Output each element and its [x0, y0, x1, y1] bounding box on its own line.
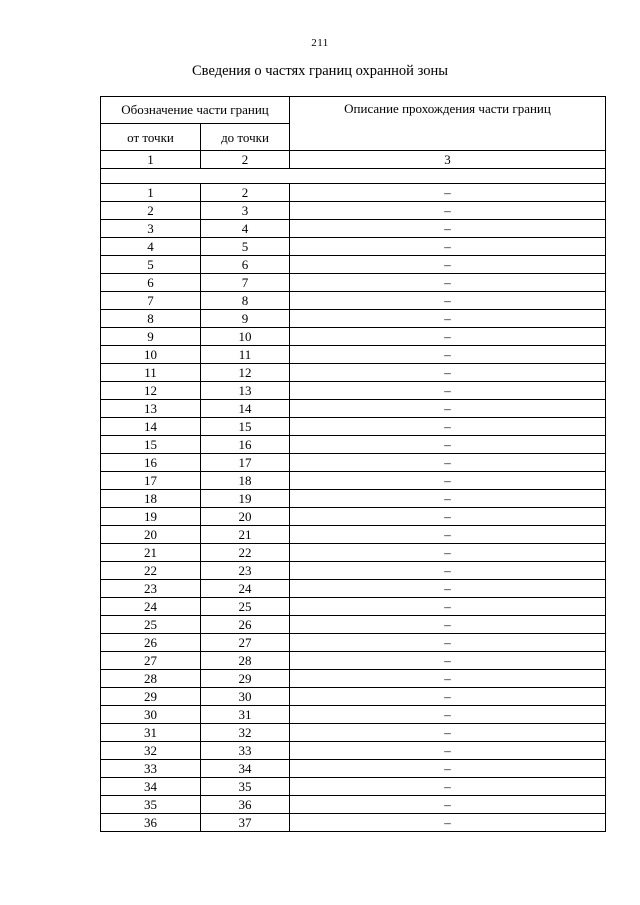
- to-point-cell: 29: [201, 670, 290, 688]
- description-cell: –: [290, 724, 606, 742]
- from-point-cell: 10: [101, 346, 201, 364]
- to-point-cell: 24: [201, 580, 290, 598]
- to-point-cell: 16: [201, 436, 290, 454]
- table-row: [101, 436, 606, 454]
- column-number-cell: 2: [201, 151, 290, 169]
- to-point-cell: 26: [201, 616, 290, 634]
- description-cell: –: [290, 202, 606, 220]
- to-point-cell: 4: [201, 220, 290, 238]
- description-cell: –: [290, 274, 606, 292]
- table-row: [101, 364, 606, 382]
- to-point-cell: 31: [201, 706, 290, 724]
- to-point-cell: 30: [201, 688, 290, 706]
- table-row: [101, 454, 606, 472]
- table-row: [101, 544, 606, 562]
- description-cell: –: [290, 526, 606, 544]
- from-point-cell: 35: [101, 796, 201, 814]
- table-row: [101, 796, 606, 814]
- from-point-cell: 14: [101, 418, 201, 436]
- to-point-cell: 28: [201, 652, 290, 670]
- description-cell: –: [290, 490, 606, 508]
- description-cell: –: [290, 184, 606, 202]
- from-point-cell: 22: [101, 562, 201, 580]
- to-point-cell: 37: [201, 814, 290, 832]
- table-row: [101, 274, 606, 292]
- table-row: [101, 382, 606, 400]
- description-cell: –: [290, 454, 606, 472]
- from-point-cell: 3: [101, 220, 201, 238]
- table-row: [101, 742, 606, 760]
- table-row: [101, 292, 606, 310]
- header-to-cell: до точки: [201, 124, 290, 151]
- description-cell: –: [290, 742, 606, 760]
- description-cell: –: [290, 364, 606, 382]
- to-point-cell: 15: [201, 418, 290, 436]
- from-point-cell: 19: [101, 508, 201, 526]
- to-point-cell: 5: [201, 238, 290, 256]
- from-point-cell: 24: [101, 598, 201, 616]
- to-point-cell: 33: [201, 742, 290, 760]
- header-description-cell: Описание прохождения части границ: [290, 97, 606, 151]
- to-point-cell: 32: [201, 724, 290, 742]
- header-group-cell: Обозначение части границ: [101, 97, 290, 124]
- table-row: [101, 598, 606, 616]
- from-point-cell: 16: [101, 454, 201, 472]
- header-from-cell: от точки: [101, 124, 201, 151]
- table-row: [101, 580, 606, 598]
- table-row: [101, 616, 606, 634]
- to-point-cell: 17: [201, 454, 290, 472]
- from-point-cell: 29: [101, 688, 201, 706]
- header-row: [101, 97, 606, 124]
- to-point-cell: 18: [201, 472, 290, 490]
- spacer-cell: [101, 169, 606, 184]
- to-point-cell: 21: [201, 526, 290, 544]
- description-cell: –: [290, 436, 606, 454]
- from-point-cell: 9: [101, 328, 201, 346]
- table-row: [101, 184, 606, 202]
- description-cell: –: [290, 220, 606, 238]
- column-number-cell: 1: [101, 151, 201, 169]
- description-cell: –: [290, 256, 606, 274]
- from-point-cell: 34: [101, 778, 201, 796]
- boundary-parts-table: [100, 96, 606, 832]
- page-number: 211: [311, 37, 329, 49]
- table-row: [101, 724, 606, 742]
- description-cell: –: [290, 652, 606, 670]
- description-cell: –: [290, 418, 606, 436]
- to-point-cell: 3: [201, 202, 290, 220]
- description-cell: –: [290, 814, 606, 832]
- table-row: [101, 634, 606, 652]
- to-point-cell: 6: [201, 256, 290, 274]
- table-row: [101, 328, 606, 346]
- from-point-cell: 1: [101, 184, 201, 202]
- from-point-cell: 23: [101, 580, 201, 598]
- from-point-cell: 8: [101, 310, 201, 328]
- table-row: [101, 814, 606, 832]
- description-cell: –: [290, 778, 606, 796]
- from-point-cell: 21: [101, 544, 201, 562]
- to-point-cell: 14: [201, 400, 290, 418]
- table-row: [101, 508, 606, 526]
- spacer-row: [101, 169, 606, 184]
- from-point-cell: 13: [101, 400, 201, 418]
- to-point-cell: 12: [201, 364, 290, 382]
- from-point-cell: 20: [101, 526, 201, 544]
- table-row: [101, 778, 606, 796]
- description-cell: –: [290, 796, 606, 814]
- from-point-cell: 25: [101, 616, 201, 634]
- description-cell: –: [290, 400, 606, 418]
- to-point-cell: 11: [201, 346, 290, 364]
- from-point-cell: 5: [101, 256, 201, 274]
- table-row: [101, 562, 606, 580]
- from-point-cell: 6: [101, 274, 201, 292]
- from-point-cell: 33: [101, 760, 201, 778]
- table-row: [101, 472, 606, 490]
- description-cell: –: [290, 598, 606, 616]
- to-point-cell: 9: [201, 310, 290, 328]
- description-cell: –: [290, 580, 606, 598]
- description-cell: –: [290, 328, 606, 346]
- table-row: [101, 670, 606, 688]
- from-point-cell: 27: [101, 652, 201, 670]
- table-row: [101, 220, 606, 238]
- description-cell: –: [290, 346, 606, 364]
- from-point-cell: 12: [101, 382, 201, 400]
- description-cell: –: [290, 472, 606, 490]
- to-point-cell: 23: [201, 562, 290, 580]
- from-point-cell: 32: [101, 742, 201, 760]
- to-point-cell: 10: [201, 328, 290, 346]
- from-point-cell: 7: [101, 292, 201, 310]
- description-cell: –: [290, 310, 606, 328]
- from-point-cell: 31: [101, 724, 201, 742]
- description-cell: –: [290, 292, 606, 310]
- description-cell: –: [290, 382, 606, 400]
- table-row: [101, 400, 606, 418]
- description-cell: –: [290, 706, 606, 724]
- description-cell: –: [290, 688, 606, 706]
- document-title: Сведения о частях границ охранной зоны: [192, 63, 448, 79]
- from-point-cell: 26: [101, 634, 201, 652]
- to-point-cell: 34: [201, 760, 290, 778]
- to-point-cell: 22: [201, 544, 290, 562]
- description-cell: –: [290, 562, 606, 580]
- from-point-cell: 36: [101, 814, 201, 832]
- description-cell: –: [290, 238, 606, 256]
- to-point-cell: 27: [201, 634, 290, 652]
- from-point-cell: 15: [101, 436, 201, 454]
- table-row: [101, 346, 606, 364]
- to-point-cell: 7: [201, 274, 290, 292]
- table-row: [101, 310, 606, 328]
- column-number-row: [101, 151, 606, 169]
- description-cell: –: [290, 760, 606, 778]
- table-row: [101, 652, 606, 670]
- from-point-cell: 4: [101, 238, 201, 256]
- from-point-cell: 11: [101, 364, 201, 382]
- table-row: [101, 490, 606, 508]
- table-row: [101, 418, 606, 436]
- from-point-cell: 28: [101, 670, 201, 688]
- table-row: [101, 688, 606, 706]
- to-point-cell: 13: [201, 382, 290, 400]
- from-point-cell: 30: [101, 706, 201, 724]
- table-row: [101, 706, 606, 724]
- to-point-cell: 36: [201, 796, 290, 814]
- from-point-cell: 17: [101, 472, 201, 490]
- to-point-cell: 19: [201, 490, 290, 508]
- column-number-cell: 3: [290, 151, 606, 169]
- table-row: [101, 760, 606, 778]
- description-cell: –: [290, 544, 606, 562]
- to-point-cell: 20: [201, 508, 290, 526]
- from-point-cell: 2: [101, 202, 201, 220]
- table-row: [101, 202, 606, 220]
- to-point-cell: 2: [201, 184, 290, 202]
- from-point-cell: 18: [101, 490, 201, 508]
- table-row: [101, 256, 606, 274]
- table-row: [101, 526, 606, 544]
- description-cell: –: [290, 634, 606, 652]
- to-point-cell: 35: [201, 778, 290, 796]
- to-point-cell: 8: [201, 292, 290, 310]
- description-cell: –: [290, 670, 606, 688]
- description-cell: –: [290, 616, 606, 634]
- table-row: [101, 238, 606, 256]
- description-cell: –: [290, 508, 606, 526]
- to-point-cell: 25: [201, 598, 290, 616]
